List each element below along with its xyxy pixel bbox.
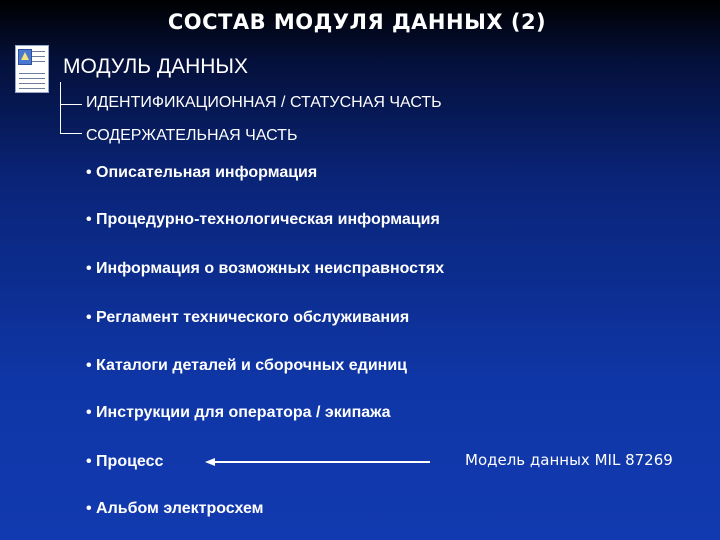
list-item: • Альбом электросхем: [86, 500, 264, 517]
left-arrow-icon: [205, 457, 430, 467]
data-model-annotation: Модель данных MIL 87269: [465, 451, 673, 469]
document-icon: [15, 45, 49, 93]
list-item: • Регламент технического обслуживания: [86, 309, 410, 326]
tree-connector: [60, 82, 61, 134]
tree-branch: [60, 104, 82, 105]
list-item: • Инструкции для оператора / экипажа: [86, 404, 391, 421]
list-item-process: • Процесс: [86, 453, 164, 470]
list-item: • Процедурно-технологическая информация: [86, 211, 440, 228]
list-item: • Описательная информация: [86, 164, 318, 181]
part-content: СОДЕРЖАТЕЛЬНАЯ ЧАСТЬ: [86, 127, 298, 144]
part-identification: ИДЕНТИФИКАЦИОННАЯ / СТАТУСНАЯ ЧАСТЬ: [86, 94, 442, 111]
module-label: МОДУЛЬ ДАННЫХ: [63, 55, 249, 78]
tree-branch: [60, 133, 82, 134]
slide-title: СОСТАВ МОДУЛЯ ДАННЫХ (2): [167, 10, 547, 34]
list-item: • Информация о возможных неисправностях: [86, 260, 445, 277]
list-item: • Каталоги деталей и сборочных единиц: [86, 357, 407, 374]
